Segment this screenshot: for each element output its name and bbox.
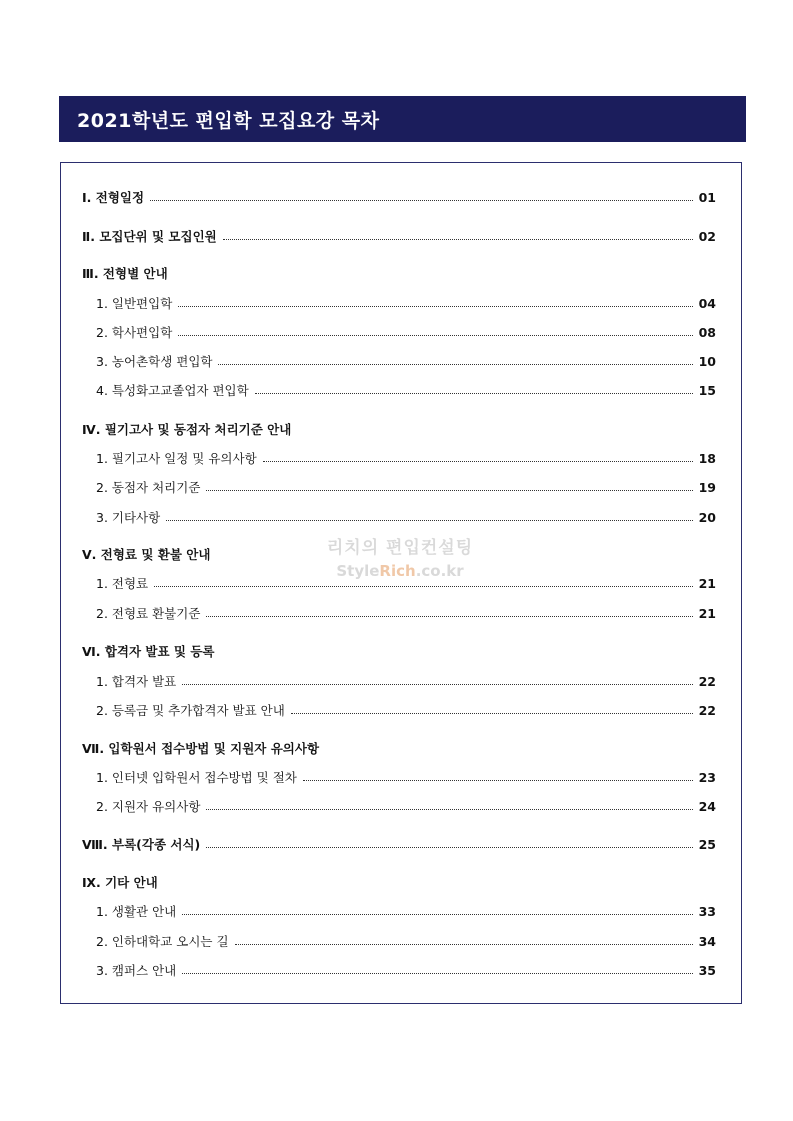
dot-leader <box>206 847 692 848</box>
toc-label: 2. 지원자 유의사항 <box>96 799 201 814</box>
toc-item[interactable] <box>96 323 716 341</box>
dot-leader <box>206 616 692 617</box>
toc-label: Ⅷ. 부록(각종 서식) <box>82 837 201 852</box>
toc-label: 4. 특성화고교졸업자 편입학 <box>96 383 249 398</box>
toc-item[interactable] <box>96 294 716 312</box>
toc-section[interactable] <box>82 420 716 438</box>
toc-page-number: 34 <box>698 933 716 949</box>
dot-leader <box>235 944 693 945</box>
toc-label: 1. 필기고사 일정 및 유의사항 <box>96 451 257 466</box>
watermark-part-a: Style <box>336 562 380 580</box>
toc-label: 2. 인하대학교 오시는 길 <box>96 934 229 949</box>
watermark-part-c: .co.kr <box>415 562 464 580</box>
watermark-part-b: Rich <box>379 562 416 580</box>
toc-page-number: 18 <box>698 450 716 466</box>
dot-leader <box>223 239 693 240</box>
toc-label: 2. 등록금 및 추가합격자 발표 안내 <box>96 703 285 718</box>
toc-item[interactable] <box>96 352 716 370</box>
dot-leader <box>218 364 692 365</box>
dot-leader <box>263 461 693 462</box>
toc-label: Ⅳ. 필기고사 및 동점자 처리기준 안내 <box>82 422 292 437</box>
toc-page-number: 02 <box>698 228 716 244</box>
dot-leader <box>182 973 692 974</box>
toc-label: 2. 동점자 처리기준 <box>96 480 201 495</box>
toc-page-number: 04 <box>698 295 716 311</box>
toc-item[interactable] <box>96 672 716 690</box>
toc-item[interactable] <box>96 902 716 920</box>
page-title: 2021학년도 편입학 모집요강 목차 <box>59 96 746 142</box>
toc-label: 1. 생활관 안내 <box>96 904 177 919</box>
toc-label: Ⅰ. 전형일정 <box>82 190 145 205</box>
toc-page-number: 25 <box>698 836 716 852</box>
toc-label: 1. 합격자 발표 <box>96 674 177 689</box>
toc-label: Ⅸ. 기타 안내 <box>82 875 158 890</box>
toc-page-number: 21 <box>698 605 716 621</box>
toc-item[interactable] <box>96 449 716 467</box>
toc-page-number: 01 <box>698 189 716 205</box>
dot-leader <box>303 780 693 781</box>
toc-item[interactable] <box>96 932 716 950</box>
toc-page-number: 08 <box>698 324 716 340</box>
toc-section[interactable] <box>82 227 716 245</box>
toc-item[interactable] <box>96 574 716 592</box>
watermark-line1: 리치의 편입컨설팅 <box>326 538 474 558</box>
toc-section[interactable] <box>82 545 716 563</box>
dot-leader <box>178 335 692 336</box>
toc-section[interactable] <box>82 739 716 757</box>
dot-leader <box>206 809 692 810</box>
toc-page-number: 35 <box>698 962 716 978</box>
toc-section[interactable] <box>82 188 716 206</box>
toc-label: 2. 전형료 환불기준 <box>96 606 201 621</box>
toc-page-number: 19 <box>698 479 716 495</box>
dot-leader <box>182 914 692 915</box>
toc-page-number: 23 <box>698 769 716 785</box>
toc-page-number: 24 <box>698 798 716 814</box>
toc-label: Ⅵ. 합격자 발표 및 등록 <box>82 644 215 659</box>
toc-label: 3. 기타사항 <box>96 510 161 525</box>
toc-item[interactable] <box>96 961 716 979</box>
toc-label: 3. 캠퍼스 안내 <box>96 963 177 978</box>
dot-leader <box>166 520 692 521</box>
toc-item[interactable] <box>96 604 716 622</box>
dot-leader <box>182 684 692 685</box>
dot-leader <box>150 200 693 201</box>
toc-section[interactable] <box>82 835 716 853</box>
toc-page-number: 20 <box>698 509 716 525</box>
toc-page-number: 15 <box>698 382 716 398</box>
toc-page-number: 22 <box>698 702 716 718</box>
toc-label: 1. 일반편입학 <box>96 296 173 311</box>
toc-label: 3. 농어촌학생 편입학 <box>96 354 213 369</box>
toc-page-number: 22 <box>698 673 716 689</box>
toc-label: Ⅲ. 전형별 안내 <box>82 266 168 281</box>
toc-section[interactable] <box>82 264 716 282</box>
toc-item[interactable] <box>96 701 716 719</box>
dot-leader <box>255 393 693 394</box>
toc-label: 1. 전형료 <box>96 576 149 591</box>
toc-label: Ⅴ. 전형료 및 환불 안내 <box>82 547 211 562</box>
toc-item[interactable] <box>96 508 716 526</box>
toc-section[interactable] <box>82 873 716 891</box>
toc-page-number: 21 <box>698 575 716 591</box>
toc-item[interactable] <box>96 478 716 496</box>
dot-leader <box>178 306 692 307</box>
toc-label: Ⅱ. 모집단위 및 모집인원 <box>82 229 217 244</box>
toc-item[interactable] <box>96 797 716 815</box>
toc-item[interactable] <box>96 381 716 399</box>
dot-leader <box>206 490 692 491</box>
toc-page-number: 10 <box>698 353 716 369</box>
dot-leader <box>154 586 692 587</box>
toc-page-number: 33 <box>698 903 716 919</box>
toc-label: 2. 학사편입학 <box>96 325 173 340</box>
toc-item[interactable] <box>96 768 716 786</box>
toc-section[interactable] <box>82 642 716 660</box>
dot-leader <box>291 713 693 714</box>
toc-label: Ⅶ. 입학원서 접수방법 및 지원자 유의사항 <box>82 741 320 756</box>
toc-label: 1. 인터넷 입학원서 접수방법 및 절차 <box>96 770 297 785</box>
